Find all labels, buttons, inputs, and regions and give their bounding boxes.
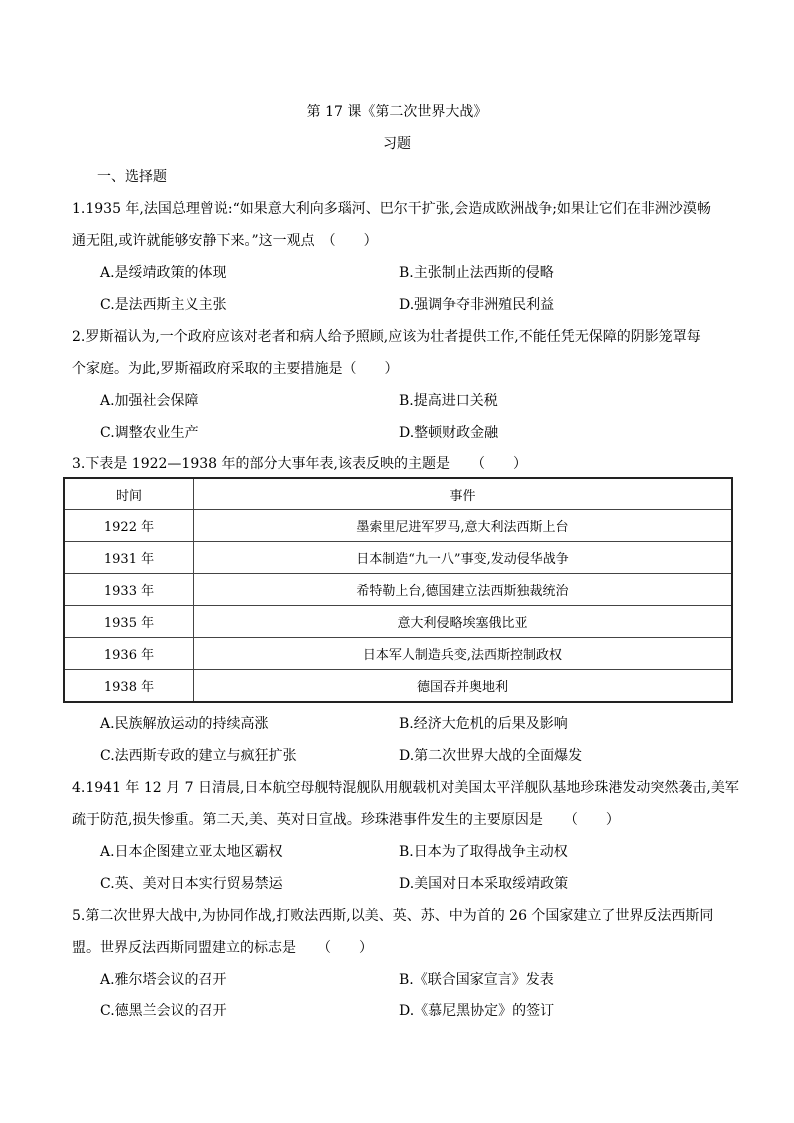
events-table — [63, 477, 733, 703]
question-2-option-b[interactable]: B.提高进口关税 — [399, 393, 498, 409]
question-1-option-c[interactable]: C.是法西斯主义主张 — [100, 297, 227, 313]
table-cell-year: 1935 年 — [64, 606, 194, 638]
question-3-option-a[interactable]: A.民族解放运动的持续高涨 — [100, 716, 269, 732]
table-cell-event: 日本军人制造兵变,法西斯控制政权 — [194, 638, 733, 670]
table-cell-event: 德国吞并奥地利 — [194, 670, 733, 703]
question-1-option-d[interactable]: D.强调争夺非洲殖民利益 — [399, 297, 555, 313]
question-4-option-c[interactable]: C.英、美对日本实行贸易禁运 — [100, 876, 283, 892]
question-5-option-b[interactable]: B.《联合国家宣言》发表 — [399, 972, 554, 988]
table-row — [64, 606, 732, 638]
question-3-line-1: 3.下表是 1922—1938 年的部分大事年表,该表反映的主题是 （ ） — [72, 456, 527, 472]
question-4-option-b[interactable]: B.日本为了取得战争主动权 — [399, 844, 568, 860]
table-cell-year: 1931 年 — [64, 542, 194, 574]
question-5-line-1: 5.第二次世界大战中,为协同作战,打败法西斯,以美、英、苏、中为首的 26 个国家建立了世界反法西斯同 — [72, 908, 714, 924]
question-4-line-2: 疏于防范,损失惨重。第二天,美、英对日宣战。珍珠港事件发生的主要原因是 （ ） — [72, 812, 620, 828]
question-1-option-a[interactable]: A.是绥靖政策的体现 — [100, 265, 227, 281]
page-title: 第 17 课《第二次世界大战》 — [306, 104, 488, 120]
question-1-line-2: 通无阻,或许就能够安静下来。”这一观点 （ ） — [72, 233, 378, 249]
question-3-option-d[interactable]: D.第二次世界大战的全面爆发 — [399, 748, 583, 764]
table-cell-year: 1936 年 — [64, 638, 194, 670]
table-row — [64, 510, 732, 542]
question-5-line-2: 盟。世界反法西斯同盟建立的标志是 （ ） — [72, 940, 373, 956]
question-2-option-a[interactable]: A.加强社会保障 — [100, 393, 199, 409]
question-1-line-1: 1.1935 年,法国总理曾说:“如果意大利向多瑙河、巴尔干扩张,会造成欧洲战争;如果让它们在非洲沙漠畅 — [72, 201, 711, 217]
table-cell-year: 1933 年 — [64, 574, 194, 606]
question-2-line-1: 2.罗斯福认为,一个政府应该对老者和病人给予照顾,应该为壮者提供工作,不能任凭无保障的阴影笼罩每 — [72, 329, 701, 345]
table-cell-event: 意大利侵略埃塞俄比亚 — [194, 606, 733, 638]
question-5-option-a[interactable]: A.雅尔塔会议的召开 — [100, 972, 227, 988]
table-cell-year: 1922 年 — [64, 510, 194, 542]
table-cell-event: 墨索里尼进军罗马,意大利法西斯上台 — [194, 510, 733, 542]
question-2-line-2: 个家庭。为此,罗斯福政府采取的主要措施是（ ） — [72, 361, 399, 377]
question-4-line-1: 4.1941 年 12 月 7 日清晨,日本航空母舰特混舰队用舰载机对美国太平洋舰队基地珍珠港发动突然袭击,美军 — [72, 780, 739, 796]
table-cell-year: 1938 年 — [64, 670, 194, 703]
table-row — [64, 574, 732, 606]
question-5-option-c[interactable]: C.德黑兰会议的召开 — [100, 1003, 227, 1019]
question-3-option-b[interactable]: B.经济大危机的后果及影响 — [399, 716, 568, 732]
table-header-row — [64, 478, 732, 510]
question-1-option-b[interactable]: B.主张制止法西斯的侵略 — [399, 265, 554, 281]
table-cell-event: 日本制造“九一八”事变,发动侵华战争 — [194, 542, 733, 574]
table-header-event: 事件 — [194, 478, 733, 510]
question-5-option-d[interactable]: D.《慕尼黑协定》的签订 — [399, 1003, 555, 1019]
table-row — [64, 670, 732, 703]
table-row — [64, 542, 732, 574]
question-3-option-c[interactable]: C.法西斯专政的建立与疯狂扩张 — [100, 748, 297, 764]
table-cell-event: 希特勒上台,德国建立法西斯独裁统治 — [194, 574, 733, 606]
page-subtitle: 习题 — [383, 136, 411, 152]
question-4-option-a[interactable]: A.日本企图建立亚太地区霸权 — [100, 844, 283, 860]
table-row — [64, 638, 732, 670]
section-heading: 一、选择题 — [97, 169, 167, 185]
question-2-option-d[interactable]: D.整顿财政金融 — [399, 425, 499, 441]
question-2-option-c[interactable]: C.调整农业生产 — [100, 425, 199, 441]
table-header-time: 时间 — [64, 478, 194, 510]
question-4-option-d[interactable]: D.美国对日本采取绥靖政策 — [399, 876, 569, 892]
